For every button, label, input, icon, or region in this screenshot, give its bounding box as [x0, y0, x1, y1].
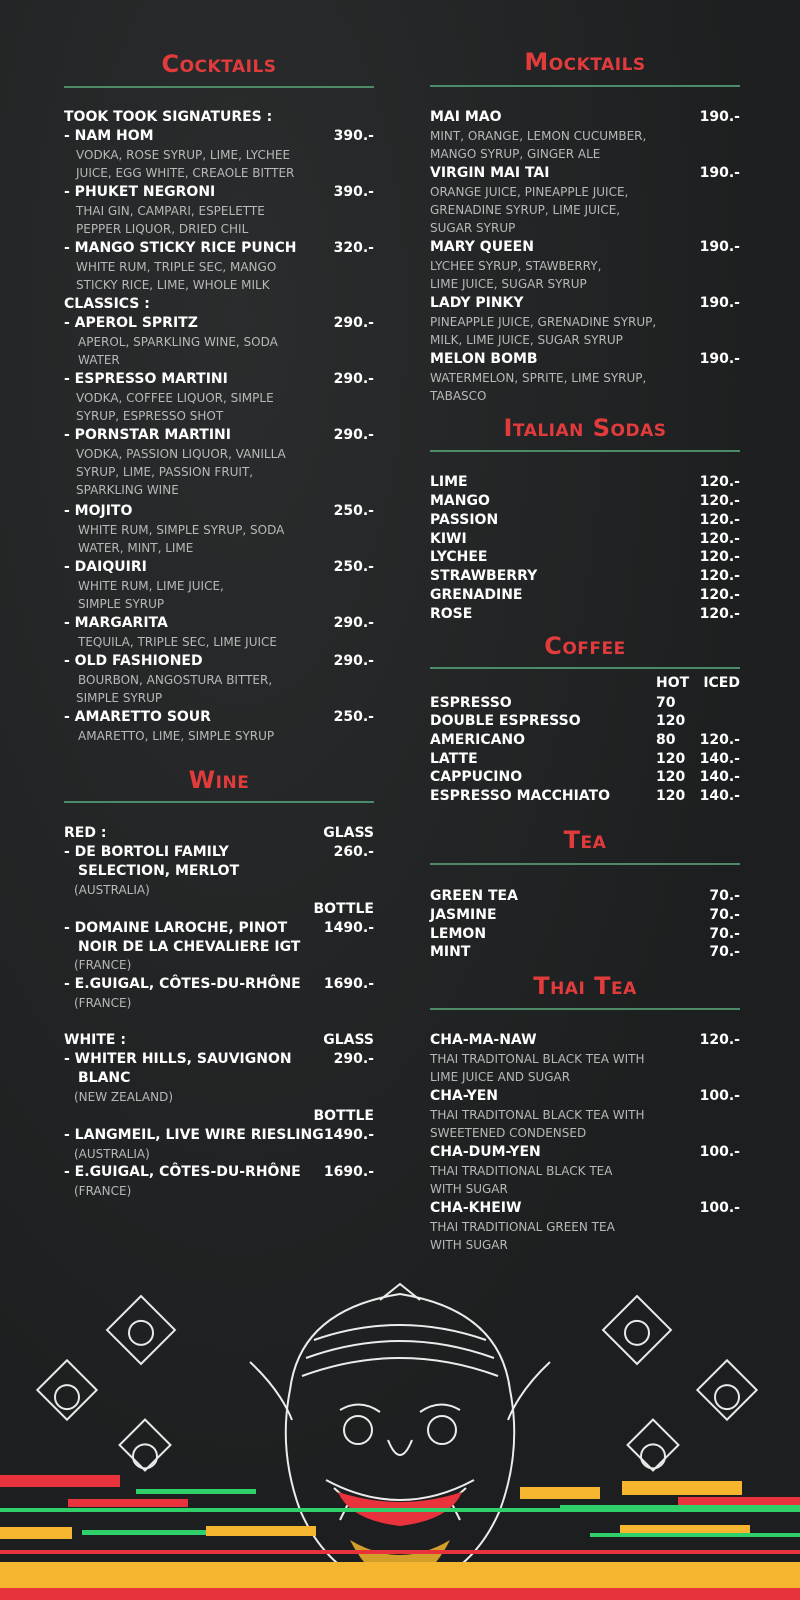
wine-origin: (FRANCE)	[74, 1184, 132, 1198]
item-desc: SYRUP, ESPRESSO SHOT	[76, 409, 224, 423]
cocktails-rule	[64, 86, 374, 88]
item-desc: VODKA, ROSE SYRUP, LIME, LYCHEE	[76, 148, 291, 162]
menu-item: - LANGMEIL, LIVE WIRE RIESLING 1490.-	[64, 1127, 374, 1143]
wine-origin: (AUSTRALIA)	[74, 1147, 150, 1161]
menu-item: LADY PINKY 190.-	[430, 295, 740, 311]
menu-item: GRENADINE 120.-	[430, 587, 740, 603]
item-desc: MANGO SYRUP, GINGER ALE	[430, 147, 601, 161]
item-desc: WHITE RUM, LIME JUICE,	[78, 579, 224, 593]
coffee-heading: Coffee	[544, 632, 626, 660]
menu-item: - E.GUIGAL, CÔTES-DU-RHÔNE 1690.-	[64, 976, 374, 992]
item-desc: SUGAR SYRUP	[430, 221, 516, 235]
item-desc: WATER, MINT, LIME	[78, 541, 194, 555]
item-desc: WATERMELON, SPRITE, LIME SYRUP,	[430, 371, 647, 385]
menu-item: - E.GUIGAL, CÔTES-DU-RHÔNE 1690.-	[64, 1164, 374, 1180]
menu-item: AMERICANO 80 120.-	[430, 732, 740, 748]
item-desc: JUICE, EGG WHITE, CREAOLE BITTER	[76, 166, 295, 180]
menu-item: CHA-MA-NAW 120.-	[430, 1032, 740, 1048]
menu-item: - MOJITO 250.-	[64, 503, 374, 519]
menu-item: - MARGARITA 290.-	[64, 615, 374, 631]
sodas-rule	[430, 450, 740, 452]
stripe-red	[0, 1475, 120, 1487]
menu-item: - PORNSTAR MARTINI 290.-	[64, 427, 374, 443]
stripe-red	[68, 1499, 188, 1507]
menu-item: DOUBLE ESPRESSO 120	[430, 713, 686, 729]
thaitea-rule	[430, 1008, 740, 1010]
menu-item: KIWI 120.-	[430, 531, 740, 547]
stripe-yellow	[206, 1526, 316, 1536]
item-desc: VODKA, COFFEE LIQUOR, SIMPLE	[76, 391, 274, 405]
menu-item: CHA-YEN 100.-	[430, 1088, 740, 1104]
ornament-diamond-icon	[36, 1359, 98, 1421]
bottle-label: BOTTLE	[313, 1108, 374, 1124]
stripe-green	[560, 1505, 800, 1509]
item-desc: SIMPLE SYRUP	[78, 597, 165, 611]
menu-item: - DE BORTOLI FAMILY 260.-	[64, 844, 374, 860]
signatures-label: TOOK TOOK SIGNATURES :	[64, 109, 273, 125]
ornament-diamond-icon	[626, 1418, 680, 1472]
red-label: RED :	[64, 825, 107, 841]
item-desc: SIMPLE SYRUP	[76, 691, 163, 705]
menu-item: - OLD FASHIONED 290.-	[64, 653, 374, 669]
menu-item: MANGO 120.-	[430, 493, 740, 509]
item-desc: LIME JUICE AND SUGAR	[430, 1070, 571, 1084]
item-desc: MILK, LIME JUICE, SUGAR SYRUP	[430, 333, 623, 347]
mocktails-heading: Mocktails	[524, 48, 646, 76]
stripe-red	[0, 1550, 800, 1554]
item-desc: APEROL, SPARKLING WINE, SODA	[78, 335, 278, 349]
bottle-label: BOTTLE	[313, 901, 374, 917]
item-desc: THAI TRADITIONAL GREEN TEA	[430, 1220, 615, 1234]
ornament-diamond-icon	[106, 1295, 177, 1366]
menu-item: - MANGO STICKY RICE PUNCH 320.-	[64, 240, 374, 256]
menu-item: LATTE 120 140.-	[430, 751, 740, 767]
menu-item: LIME 120.-	[430, 474, 740, 490]
wine-origin: (FRANCE)	[74, 996, 132, 1010]
item-desc: MINT, ORANGE, LEMON CUCUMBER,	[430, 129, 647, 143]
menu-item: - NAM HOM 390.-	[64, 128, 374, 144]
ornament-diamond-icon	[696, 1359, 758, 1421]
item-desc: WHITE RUM, SIMPLE SYRUP, SODA	[78, 523, 285, 537]
menu-item: - WHITER HILLS, SAUVIGNON 290.-	[64, 1051, 374, 1067]
item-desc: WITH SUGAR	[430, 1238, 508, 1252]
cocktails-heading: Cocktails	[161, 50, 277, 78]
ornament-diamond-icon	[118, 1418, 172, 1472]
classics-label: CLASSICS :	[64, 296, 150, 312]
menu-item: VIRGIN MAI TAI 190.-	[430, 165, 740, 181]
menu-item: - DOMAINE LAROCHE, PINOT 1490.-	[64, 920, 374, 936]
item-name-cont: SELECTION, MERLOT	[78, 863, 240, 879]
mocktails-rule	[430, 85, 740, 87]
item-desc: THAI TRADITONAL BLACK TEA WITH	[430, 1108, 645, 1122]
wine-heading: Wine	[188, 766, 250, 794]
menu-item: - ESPRESSO MARTINI 290.-	[64, 371, 374, 387]
sodas-heading: Italian Sodas	[503, 414, 667, 442]
menu-item: MELON BOMB 190.-	[430, 351, 740, 367]
item-desc: AMARETTO, LIME, SIMPLE SYRUP	[78, 729, 275, 743]
item-desc: SPARKLING WINE	[76, 483, 179, 497]
item-desc: PEPPER LIQUOR, DRIED CHIL	[76, 222, 249, 236]
item-desc: GRENADINE SYRUP, LIME JUICE,	[430, 203, 621, 217]
menu-item: - APEROL SPRITZ 290.-	[64, 315, 374, 331]
menu-item: - DAIQUIRI 250.-	[64, 559, 374, 575]
item-desc: STICKY RICE, LIME, WHOLE MILK	[76, 278, 270, 292]
item-desc: WITH SUGAR	[430, 1182, 508, 1196]
item-name-cont: BLANC	[78, 1070, 131, 1086]
stripe-green	[590, 1533, 800, 1537]
wine-origin: (AUSTRALIA)	[74, 883, 150, 897]
menu-item: ESPRESSO 70	[430, 695, 676, 711]
tea-rule	[430, 863, 740, 865]
item-desc: LIME JUICE, SUGAR SYRUP	[430, 277, 587, 291]
item-desc: WATER	[78, 353, 120, 367]
menu-item: MINT 70.-	[430, 944, 740, 960]
wine-origin: (NEW ZEALAND)	[74, 1090, 173, 1104]
wine-origin: (FRANCE)	[74, 958, 132, 972]
menu-item: LYCHEE 120.-	[430, 549, 740, 565]
item-desc: ORANGE JUICE, PINEAPPLE JUICE,	[430, 185, 629, 199]
menu-item: CHA-KHEIW 100.-	[430, 1200, 740, 1216]
menu-item: ROSE 120.-	[430, 606, 740, 622]
item-desc: WHITE RUM, TRIPLE SEC, MANGO	[76, 260, 277, 274]
stripe-red	[0, 1588, 800, 1600]
item-desc: BOURBON, ANGOSTURA BITTER,	[78, 673, 273, 687]
item-desc: TEQUILA, TRIPLE SEC, LIME JUICE	[78, 635, 278, 649]
stripe-yellow	[0, 1527, 72, 1539]
menu-item: CHA-DUM-YEN 100.-	[430, 1144, 740, 1160]
item-desc: VODKA, PASSION LIQUOR, VANILLA	[76, 447, 286, 461]
stripe-green	[136, 1489, 256, 1494]
tea-heading: Tea	[563, 826, 607, 854]
menu-item: ESPRESSO MACCHIATO 120 140.-	[430, 788, 740, 804]
menu-item: MAI MAO 190.-	[430, 109, 740, 125]
item-desc: THAI TRADITIONAL BLACK TEA	[430, 1164, 613, 1178]
item-desc: SWEETENED CONDENSED	[430, 1126, 587, 1140]
menu-item: CAPPUCINO 120 140.-	[430, 769, 740, 785]
menu-item: - AMARETTO SOUR 250.-	[64, 709, 374, 725]
item-desc: LYCHEE SYRUP, STAWBERRY,	[430, 259, 602, 273]
menu-item: MARY QUEEN 190.-	[430, 239, 740, 255]
thaitea-heading: Thai Tea	[533, 972, 637, 1000]
white-label: WHITE :	[64, 1032, 126, 1048]
coffee-rule	[430, 667, 740, 669]
menu-item: LEMON 70.-	[430, 926, 740, 942]
menu-item: - PHUKET NEGRONI 390.-	[64, 184, 374, 200]
glass-label: GLASS	[323, 825, 374, 841]
item-desc: SYRUP, LIME, PASSION FRUIT,	[76, 465, 254, 479]
glass-label: GLASS	[323, 1032, 374, 1048]
menu-item: STRAWBERRY 120.-	[430, 568, 740, 584]
item-name-cont: NOIR DE LA CHEVALIERE IGT	[78, 939, 301, 955]
stripe-yellow	[622, 1481, 742, 1495]
item-desc: PINEAPPLE JUICE, GRENADINE SYRUP,	[430, 315, 657, 329]
item-desc: THAI GIN, CAMPARI, ESPELETTE	[76, 204, 265, 218]
item-desc: TABASCO	[430, 389, 487, 403]
wine-rule	[64, 801, 374, 803]
menu-item: PASSION 120.-	[430, 512, 740, 528]
menu-item: JASMINE 70.-	[430, 907, 740, 923]
stripe-yellow	[520, 1487, 600, 1499]
item-desc: THAI TRADITONAL BLACK TEA WITH	[430, 1052, 645, 1066]
ornament-diamond-icon	[602, 1295, 673, 1366]
menu-item: GREEN TEA 70.-	[430, 888, 740, 904]
